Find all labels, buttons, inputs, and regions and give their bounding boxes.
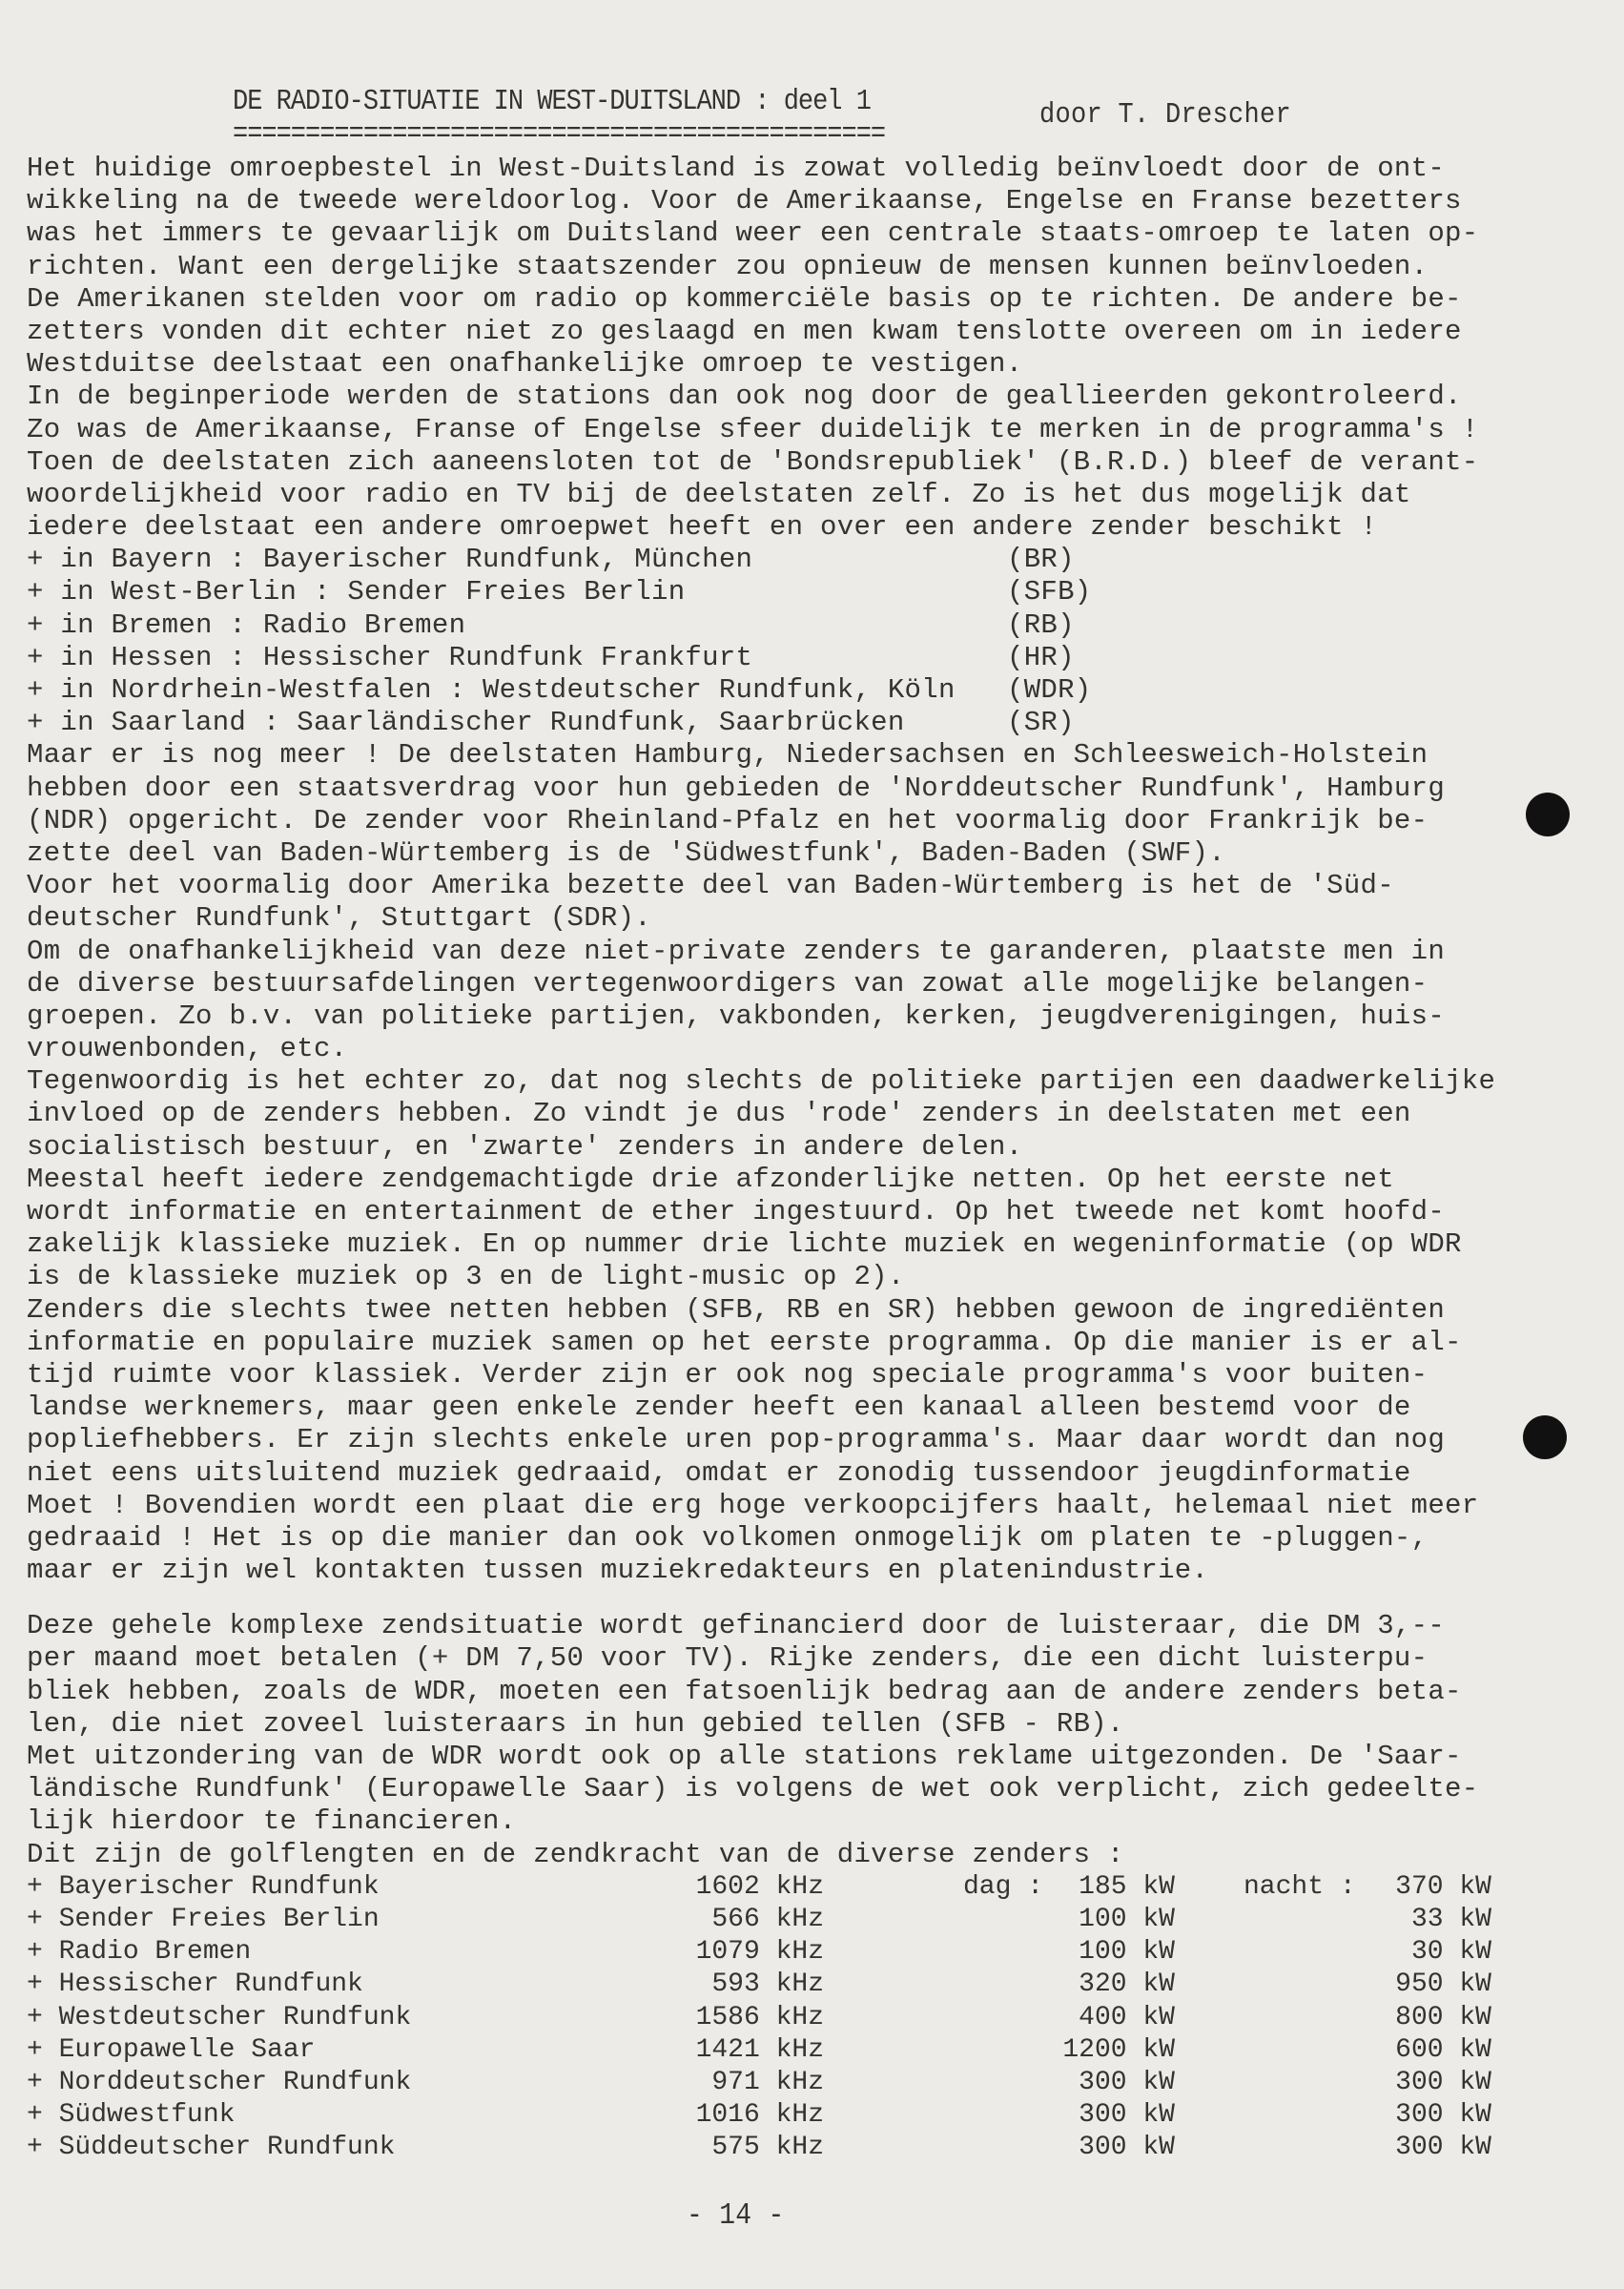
- text-line: richten. Want een dergelijke staatszender zou opnieuw de mensen kunnen beïnvloeden.: [27, 250, 1429, 282]
- article-body: [27, 153, 1552, 2164]
- punch-hole-icon: [1523, 1415, 1567, 1459]
- text-line: Om de onafhankelijkheid van deze niet-private zenders te garanderen, plaatste men in: [27, 935, 1446, 967]
- page-number: - 14 -: [687, 2199, 785, 2233]
- text-line: landse werknemers, maar geen enkele zender heeft een kanaal alleen bestemd voor de: [27, 1392, 1411, 1424]
- night-label: nacht :: [1244, 1871, 1356, 1902]
- frequency: 575 kHz: [711, 2133, 824, 2163]
- text-line: Dit zijn de golflengten en de zendkracht van de diverse zenders :: [27, 1838, 1124, 1870]
- station-list-item: [27, 707, 1552, 739]
- text-line: wordt informatie en entertainment de ether ingestuurd. Op het tweede net komt hoofd-: [27, 1196, 1446, 1227]
- day-power: 100 kW: [1079, 1904, 1175, 1934]
- text-line: vrouwenbonden, etc.: [27, 1033, 348, 1065]
- table-row: [27, 1871, 1552, 1904]
- text-line: zetters vonden dit echter niet zo geslaagd en men kwam tenslotte overeen om in iedere: [27, 315, 1462, 347]
- station-label: + in Bayern : Bayerischer Rundfunk, München: [27, 544, 753, 576]
- table-row: [27, 2132, 1552, 2164]
- station-name: + Norddeutscher Rundfunk: [27, 2067, 412, 2097]
- station-abbreviation: (SFB): [1007, 576, 1092, 608]
- table-row: [27, 2099, 1552, 2132]
- day-power: 400 kW: [1079, 2002, 1175, 2032]
- station-name: + Süddeutscher Rundfunk: [27, 2133, 396, 2163]
- table-row: [27, 2034, 1552, 2067]
- text-line: de diverse bestuursafdelingen vertegenwoordigers van zowat alle mogelijke belangen-: [27, 967, 1429, 1000]
- day-power: 300 kW: [1079, 2100, 1175, 2131]
- text-line: Met uitzondering van de WDR wordt ook op alle stations reklame uitgezonden. De 'Saar-: [27, 1741, 1462, 1772]
- night-power: 600 kW: [1395, 2034, 1491, 2065]
- night-power: 800 kW: [1395, 2002, 1491, 2032]
- station-abbreviation: (WDR): [1007, 674, 1092, 706]
- station-list-item: [27, 642, 1552, 674]
- night-power: 950 kW: [1395, 1969, 1491, 2000]
- text-line: Zenders die slechts twee netten hebben (SFB, RB en SR) hebben gewoon de ingrediënten: [27, 1293, 1446, 1326]
- text-line: Tegenwoordig is het echter zo, dat nog slechts de politieke partijen een daadwerkelijke: [27, 1065, 1496, 1098]
- text-line: De Amerikanen stelden voor om radio op kommerciële basis op te richten. De andere be-: [27, 282, 1462, 315]
- text-line: (NDR) opgericht. De zender voor Rheinland-Pfalz en het voormalig door Frankrijk be-: [27, 804, 1429, 836]
- day-power: 100 kW: [1079, 1937, 1175, 1968]
- text-line: Toen de deelstaten zich aaneensloten tot de 'Bondsrepubliek' (B.R.D.) bleef de verant-: [27, 445, 1479, 478]
- day-power: 320 kW: [1079, 1969, 1175, 2000]
- station-name: + Westdeutscher Rundfunk: [27, 2002, 412, 2032]
- text-line: Zo was de Amerikaanse, Franse of Engelse sfeer duidelijk te merken in de programma's !: [27, 413, 1479, 445]
- text-line: Deze gehele komplexe zendsituatie wordt gefinancierd door de luisteraar, die DM 3,--: [27, 1610, 1446, 1642]
- text-line: bliek hebben, zoals de WDR, moeten een fatsoenlijk bedrag aan de andere zenders beta-: [27, 1675, 1462, 1707]
- frequency: 971 kHz: [711, 2067, 824, 2097]
- text-line: ländische Rundfunk' (Europawelle Saar) is volgens de wet ook verplicht, zich gedeelte-: [27, 1773, 1479, 1805]
- author-byline: door T. Drescher: [1039, 99, 1292, 132]
- text-line: popliefhebbers. Er zijn slechts enkele uren pop-programma's. Maar daar wordt dan nog: [27, 1424, 1446, 1456]
- text-line: zette deel van Baden-Würtemberg is de 'Südwestfunk', Baden-Baden (SWF).: [27, 836, 1225, 869]
- station-name: + Sender Freies Berlin: [27, 1904, 380, 1934]
- text-line: iedere deelstaat een andere omroepwet heeft en over een andere zender beschikt !: [27, 511, 1378, 544]
- day-power: 185 kW: [1079, 1871, 1175, 1902]
- station-abbreviation: (BR): [1007, 544, 1075, 576]
- text-line: invloed op de zenders hebben. Zo vindt je dus 'rode' zenders in deelstaten met een: [27, 1098, 1411, 1130]
- station-label: + in Bremen : Radio Bremen: [27, 608, 466, 641]
- text-line: woordelijkheid voor radio en TV bij de deelstaten zelf. Zo is het dus mogelijk dat: [27, 478, 1411, 510]
- text-line: is de klassieke muziek op 3 en de light-music op 2).: [27, 1261, 905, 1293]
- text-line: In de beginperiode werden de stations dan ook nog door de geallieerden gekontroleerd.: [27, 381, 1462, 413]
- text-line: per maand moet betalen (+ DM 7,50 voor TV). Rijke zenders, die een dicht luisterpu-: [27, 1642, 1429, 1675]
- paragraph-gap: [27, 1587, 1552, 1610]
- station-label: + in Saarland : Saarländischer Rundfunk, Saarbrücken: [27, 707, 905, 739]
- frequency: 593 kHz: [711, 1969, 824, 2000]
- frequency: 1586 kHz: [695, 2002, 824, 2032]
- text-line: tijd ruimte voor klassiek. Verder zijn er ook nog speciale programma's voor buiten-: [27, 1358, 1429, 1391]
- text-line: deutscher Rundfunk', Stuttgart (SDR).: [27, 902, 652, 935]
- station-label: + in Hessen : Hessischer Rundfunk Frankfurt: [27, 641, 753, 673]
- station-name: + Hessischer Rundfunk: [27, 1969, 363, 2000]
- station-list-item: [27, 576, 1552, 608]
- table-row: [27, 2002, 1552, 2034]
- text-line: Meestal heeft iedere zendgemachtigde drie afzonderlijke netten. Op het eerste net: [27, 1163, 1394, 1195]
- day-label: dag :: [963, 1871, 1044, 1902]
- day-power: 300 kW: [1079, 2133, 1175, 2163]
- text-line: Westduitse deelstaat een onafhankelijke omroep te vestigen.: [27, 348, 1023, 381]
- text-line: Het huidige omroepbestel in West-Duitsland is zowat volledig beïnvloedt door de ont-: [27, 153, 1446, 184]
- station-name: + Südwestfunk: [27, 2100, 236, 2131]
- day-power: 300 kW: [1079, 2067, 1175, 2097]
- text-line: len, die niet zoveel luisteraars in hun gebied tellen (SFB - RB).: [27, 1707, 1124, 1740]
- station-name: + Bayerischer Rundfunk: [27, 1871, 380, 1902]
- frequency: 1421 kHz: [695, 2034, 824, 2065]
- text-line: Moet ! Bovendien wordt een plaat die erg hoge verkoopcijfers haalt, helemaal niet meer: [27, 1489, 1479, 1521]
- text-line: informatie en populaire muziek samen op het eerste programma. Op die manier is er al-: [27, 1326, 1462, 1358]
- night-power: 300 kW: [1395, 2067, 1491, 2097]
- title-underline: =============================================: [233, 118, 886, 151]
- night-power: 370 kW: [1395, 1871, 1491, 1902]
- text-line: maar er zijn wel kontakten tussen muziekredakteurs en platenindustrie.: [27, 1555, 1209, 1587]
- text-line: Maar er is nog meer ! De deelstaten Hamburg, Niedersachsen en Schleesweich-Holstein: [27, 739, 1429, 772]
- frequency-table: [27, 1871, 1552, 2165]
- station-name: + Europawelle Saar: [27, 2034, 316, 2065]
- night-power: 33 kW: [1410, 1904, 1491, 1934]
- table-row: [27, 1936, 1552, 1969]
- text-line: was het immers te gevaarlijk om Duitsland weer een centrale staats-omroep te laten op-: [27, 217, 1479, 250]
- station-list-item: [27, 609, 1552, 642]
- day-power: 1200 kW: [1062, 2034, 1175, 2065]
- table-row: [27, 2067, 1552, 2099]
- frequency: 1602 kHz: [695, 1871, 824, 1902]
- station-name: + Radio Bremen: [27, 1937, 252, 1968]
- text-line: gedraaid ! Het is op die manier dan ook volkomen onmogelijk om platen te -pluggen-,: [27, 1521, 1429, 1554]
- station-list-item: [27, 544, 1552, 576]
- text-line: socialistisch bestuur, en 'zwarte' zenders in andere delen.: [27, 1130, 1023, 1163]
- station-list-item: [27, 674, 1552, 707]
- station-abbreviation: (HR): [1007, 641, 1075, 673]
- punch-hole-icon: [1526, 793, 1570, 836]
- station-label: + in West-Berlin : Sender Freies Berlin: [27, 576, 686, 608]
- text-line: wikkeling na de tweede wereldoorlog. Voor de Amerikaanse, Engelse en Franse bezetters: [27, 185, 1462, 217]
- text-line: Voor het voormalig door Amerika bezette deel van Baden-Würtemberg is het de 'Süd-: [27, 870, 1394, 902]
- night-power: 30 kW: [1410, 1937, 1491, 1968]
- frequency: 1016 kHz: [695, 2100, 824, 2131]
- night-power: 300 kW: [1395, 2133, 1491, 2163]
- text-line: hebben door een staatsverdrag voor hun gebieden de 'Norddeutscher Rundfunk', Hamburg: [27, 772, 1446, 804]
- text-line: niet eens uitsluitend muziek gedraaid, omdat er zonodig tussendoor jeugdinformatie: [27, 1456, 1411, 1489]
- text-line: lijk hierdoor te financieren.: [27, 1805, 517, 1838]
- table-row: [27, 1969, 1552, 2001]
- text-line: groepen. Zo b.v. van politieke partijen, vakbonden, kerken, jeugdverenigingen, huis-: [27, 1000, 1446, 1032]
- text-line: zakelijk klassieke muziek. En op nummer drie lichte muziek en wegeninformatie (op WDR: [27, 1228, 1462, 1261]
- table-row: [27, 1904, 1552, 1936]
- station-abbreviation: (RB): [1007, 608, 1075, 641]
- station-abbreviation: (SR): [1007, 707, 1075, 739]
- document-title: DE RADIO-SITUATIE IN WEST-DUITSLAND : deel 1: [233, 86, 871, 118]
- night-power: 300 kW: [1395, 2100, 1491, 2131]
- station-label: + in Nordrhein-Westfalen : Westdeutscher Rundfunk, Köln: [27, 674, 956, 706]
- frequency: 566 kHz: [711, 1904, 824, 1934]
- frequency: 1079 kHz: [695, 1937, 824, 1968]
